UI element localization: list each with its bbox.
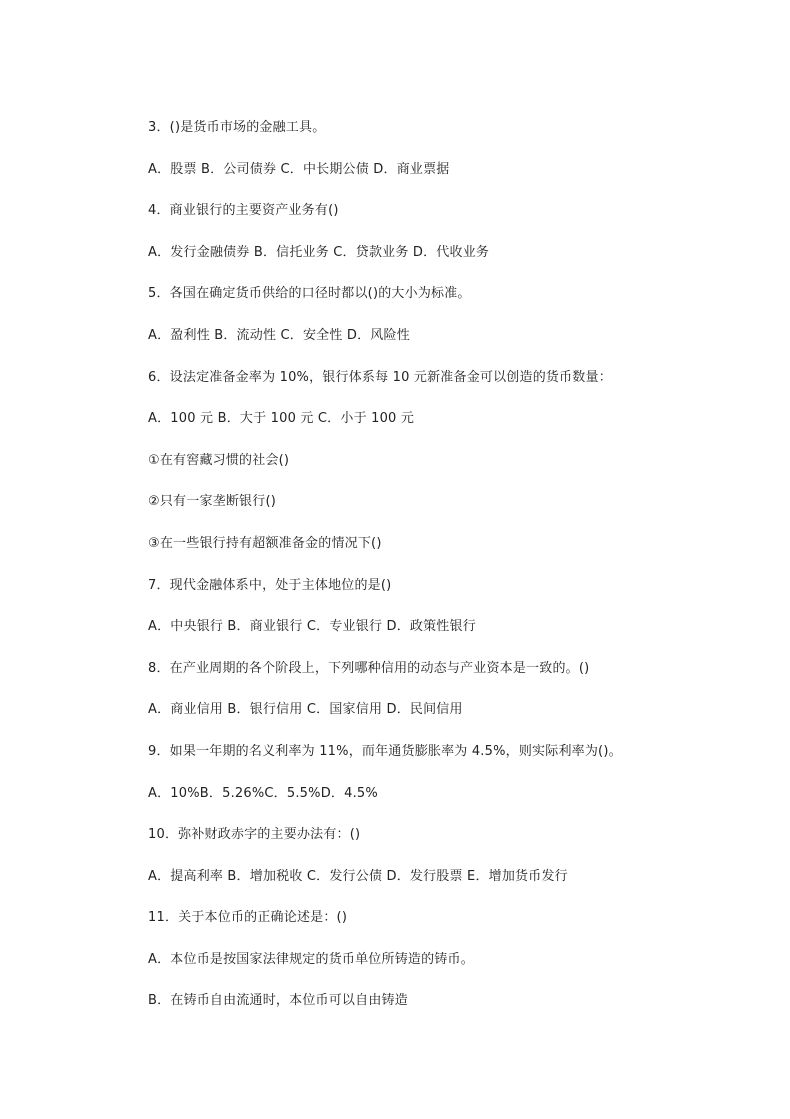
question-10-options: A．提高利率 B．增加税收 C．发行公债 D．发行股票 E．增加货币发行 (148, 868, 568, 884)
question-11: 11．关于本位币的正确论述是：() (148, 910, 348, 926)
question-3-options: A．股票 B．公司债券 C．中长期公债 D．商业票据 (148, 161, 450, 177)
question-6-subitem-1: ①在有窖藏习惯的社会() (148, 452, 290, 468)
question-11-option-b: B．在铸币自由流通时，本位币可以自由铸造 (148, 993, 408, 1009)
question-8-options: A．商业信用 B．银行信用 C．国家信用 D．民间信用 (148, 702, 463, 718)
question-6: 6．设法定准备金率为 10%，银行体系每 10 元新准备金可以创造的货币数量： (148, 369, 612, 385)
question-7-options: A．中央银行 B．商业银行 C．专业银行 D．政策性银行 (148, 619, 476, 635)
question-11-option-a: A．本位币是按国家法律规定的货币单位所铸造的铸币。 (148, 951, 474, 967)
question-4-options: A．发行金融债券 B．信托业务 C．贷款业务 D．代收业务 (148, 244, 490, 260)
question-6-subitem-3: ③在一些银行持有超额准备金的情况下() (148, 535, 382, 551)
question-9-options: A．10%B．5.26%C．5.5%D．4.5% (148, 785, 378, 801)
question-10: 10．弥补财政赤字的主要办法有：() (148, 827, 361, 843)
question-6-subitem-2: ②只有一家垄断银行() (148, 494, 276, 510)
question-8: 8．在产业周期的各个阶段上，下列哪种信用的动态与产业资本是一致的。() (148, 660, 590, 676)
question-3: 3．()是货币市场的金融工具。 (148, 120, 326, 135)
question-4: 4．商业银行的主要资产业务有() (148, 203, 339, 219)
question-5-options: A．盈利性 B．流动性 C．安全性 D．风险性 (148, 327, 410, 343)
question-7: 7．现代金融体系中，处于主体地位的是() (148, 577, 392, 593)
question-9: 9．如果一年期的名义利率为 11%，而年通货膨胀率为 4.5%，则实际利率为()。 (148, 743, 622, 759)
document-body (148, 117, 708, 1032)
question-5: 5．各国在确定货币供给的口径时都以()的大小为标准。 (148, 286, 471, 302)
question-6-options: A．100 元 B．大于 100 元 C．小于 100 元 (148, 411, 415, 427)
